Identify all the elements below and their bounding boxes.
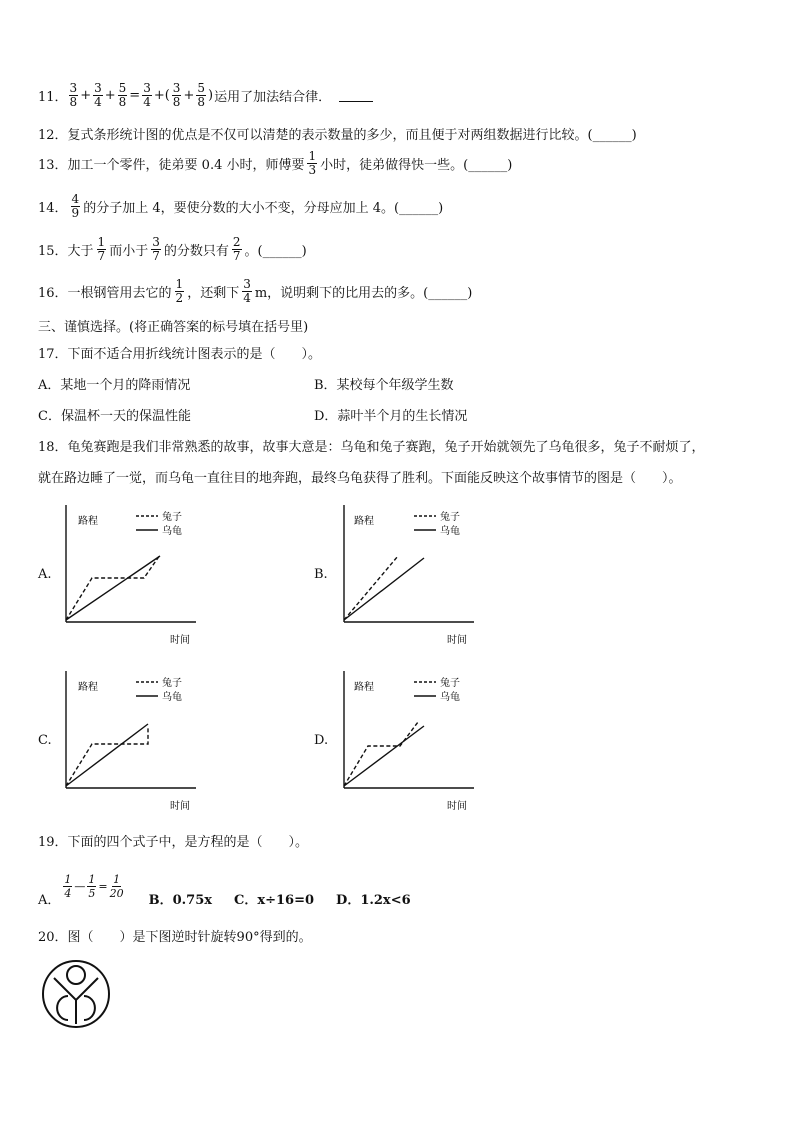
choice-b[interactable]: B．0.75x [148, 893, 213, 908]
y-axis-label: 路程 [354, 682, 374, 693]
question-12 [38, 124, 637, 143]
question-16 [38, 278, 472, 305]
q15-text: 15．大于 [38, 244, 94, 259]
question-19 [38, 831, 308, 850]
fraction: $\frac{3}{8}$ [69, 81, 78, 109]
choice-c[interactable]: C．x÷16=0 [234, 893, 315, 908]
question-17 [38, 343, 321, 362]
fraction: $\frac{3}{4}$ [143, 81, 151, 109]
graph-d [334, 666, 484, 816]
graph-a [56, 500, 206, 650]
legend-rabbit: 兔子 [440, 512, 460, 523]
q16-text: ，还剩下 [187, 286, 240, 301]
answer-blank[interactable] [339, 89, 373, 102]
fraction: $\frac{5}{8}$ [118, 81, 127, 109]
section-heading [38, 316, 308, 335]
q18-text: 就在路边睡了一觉，而乌龟一直往目的地奔跑，最终乌龟获得了胜利。下面能反映这个故事情节的图是（ ）。 [38, 471, 682, 486]
choice-d[interactable]: D．蒜叶半个月的生长情况 [314, 409, 468, 424]
legend-turtle: 乌龟 [440, 692, 460, 703]
x-axis-label: 时间 [447, 635, 467, 646]
graph-b-label[interactable]: B. [314, 567, 328, 582]
fraction: $\frac{1}{2}$ [175, 277, 184, 305]
q19-stem: 19．下面的四个式子中，是方程的是（ ）。 [38, 835, 309, 850]
fraction: $\frac{1}{7}$ [97, 235, 106, 263]
q14-text: 的分子加上 4，要使分数的大小不变，分母应加上 4。(______) [83, 201, 444, 216]
q11-text: 运用了加法结合律． [214, 90, 332, 105]
fraction: $\frac{3}{8}$ [172, 81, 181, 109]
q11-number: 11． [38, 90, 68, 105]
section-title: 三、谨慎选择。(将正确答案的标号填在括号里) [38, 320, 309, 335]
q15-text: 。(______) [244, 244, 307, 259]
q20-stem: 20．图（ ）是下图逆时针旋转90°得到的。 [38, 930, 312, 945]
x-axis-label: 时间 [170, 801, 190, 812]
x-axis-label: 时间 [447, 801, 467, 812]
graph-d-label[interactable]: D. [314, 733, 329, 748]
q12-text: 12．复式条形统计图的优点是不仅可以清楚的表示数量的多少，而且便于对两组数据进行比较。(______) [38, 128, 637, 143]
y-axis-label: 路程 [78, 682, 98, 693]
fraction: $\frac{2}{7}$ [232, 235, 241, 263]
legend-turtle: 乌龟 [162, 526, 182, 537]
y-axis-label: 路程 [354, 516, 374, 527]
question-11: 11． $\frac{3}{8}$ + $\frac{3}{4}$ + $\frac{5}{8}$ = $\frac{3}{4}$ +( $\frac{3}{8}$ + $\frac{5}{8}$ ) 运用了加法结合律． [38, 82, 373, 109]
fraction: $\frac{4}{9}$ [71, 192, 80, 220]
legend-turtle: 乌龟 [162, 692, 182, 703]
choice-d[interactable]: D．1.2x<6 [336, 893, 411, 908]
question-15 [38, 236, 307, 263]
y-axis-label: 路程 [78, 516, 98, 527]
q17-stem: 17．下面不适合用折线统计图表示的是（ ）。 [38, 347, 322, 362]
choice-a-expression: $\frac{1}{4}$ — $\frac{1}{5}$ = $\frac{1}{20}$ [64, 873, 124, 900]
x-axis-label: 时间 [170, 635, 190, 646]
choice-c[interactable]: C．保温杯一天的保温性能 [38, 409, 191, 424]
choice-a[interactable]: A．某地一个月的降雨情况 [38, 378, 191, 393]
legend-turtle: 乌龟 [440, 526, 460, 537]
graph-a-label[interactable]: A. [38, 567, 52, 582]
q13-text: 13．加工一个零件，徒弟要 0.4 小时，师傅要 [38, 158, 305, 173]
choice-b[interactable]: B．某校每个年级学生数 [314, 378, 454, 393]
q13-text-end: 小时，徒弟做得快一些。(______) [320, 158, 513, 173]
legend-rabbit: 兔子 [162, 512, 182, 523]
question-18-line1 [38, 436, 705, 455]
q19-choices [38, 865, 411, 908]
legend-rabbit: 兔子 [440, 678, 460, 689]
q15-text: 的分数只有 [163, 244, 229, 259]
graph-c [56, 666, 206, 816]
q18-text: 18．龟兔赛跑是我们非常熟悉的故事，故事大意是：乌龟和兔子赛跑，兔子开始就领先了乌龟很多，兔子不耐烦了， [38, 440, 705, 455]
fraction: $\frac{3}{4}$ [243, 277, 251, 305]
q15-text: 而小于 [109, 244, 149, 259]
q14-number: 14． [38, 201, 68, 216]
question-20 [38, 926, 312, 945]
graph-b [334, 500, 484, 650]
question-14 [38, 193, 443, 220]
legend-rabbit: 兔子 [162, 678, 182, 689]
rotation-figure [40, 958, 112, 1030]
q16-text: m，说明剩下的比用去的多。(______) [254, 286, 473, 301]
graph-c-label[interactable]: C. [38, 733, 52, 748]
q16-text: 16．一根钢管用去它的 [38, 286, 172, 301]
fraction: $\frac{5}{8}$ [197, 81, 205, 109]
question-13 [38, 150, 512, 177]
fraction: $\frac{3}{7}$ [152, 235, 160, 263]
fraction: $\frac{1}{3}$ [308, 149, 317, 177]
fraction: $\frac{3}{4}$ [94, 81, 102, 109]
question-18-line2 [38, 467, 682, 486]
choice-a[interactable]: A． [38, 893, 61, 908]
